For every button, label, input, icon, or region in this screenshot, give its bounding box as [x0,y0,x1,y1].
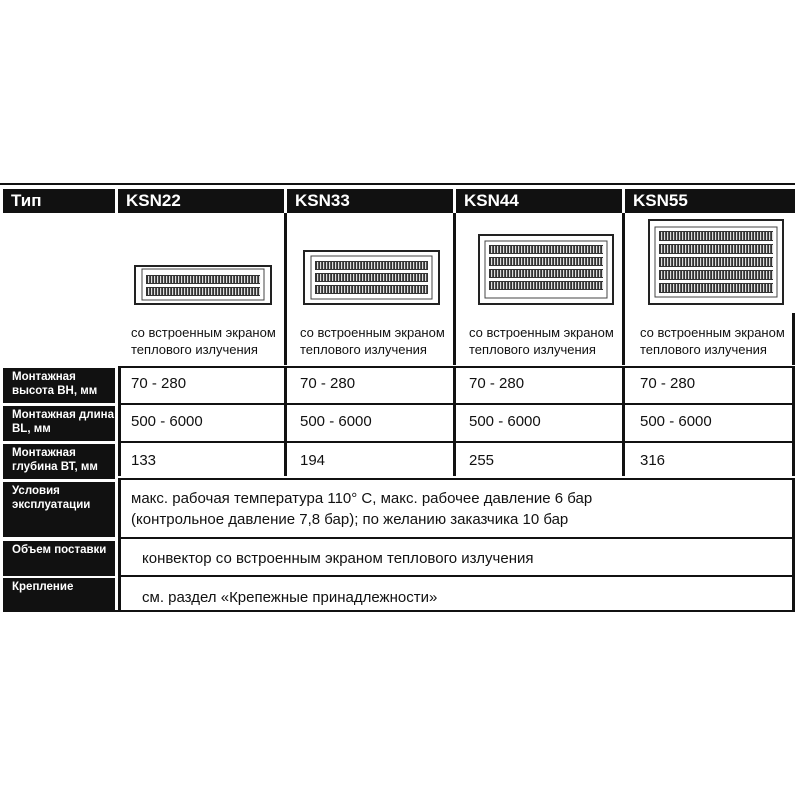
header-model-ksn55: KSN55 [625,189,795,213]
row-rule [118,403,795,405]
height-ksn22: 70 - 280 [131,375,187,392]
delivery-text: конвектор со встроенным экраном теплового излучения [142,550,534,567]
row-rule [118,575,795,577]
length-ksn44: 500 - 6000 [469,413,541,430]
column-separator [622,366,625,476]
row-rule [118,441,795,443]
column-separator [792,575,795,612]
row-label-length: Монтажная длина BL, мм [3,406,115,441]
row-label-conditions: Условия эксплуатации [3,482,115,537]
caption-ksn33: со встроенным экраном теплового излучения [300,325,445,357]
length-ksn33: 500 - 6000 [300,413,372,430]
depth-ksn55: 316 [640,452,666,469]
column-separator [453,213,456,365]
row-rule [118,366,795,368]
caption-ksn22: со встроенным экраном теплового излучения [131,325,276,357]
depth-ksn22: 133 [131,452,157,469]
header-model-ksn44: KSN44 [456,189,622,213]
caption-ksn44: со встроенным экраном теплового излучения [469,325,614,357]
column-separator [792,478,795,538]
depth-ksn44: 255 [469,452,495,469]
column-separator [453,366,456,476]
row-label-mounting: Крепление [3,578,115,611]
header-type-label: Тип [3,189,115,213]
height-ksn33: 70 - 280 [300,375,356,392]
row-rule [118,478,795,480]
column-separator [118,575,121,612]
conditions-line-2: (контрольное давление 7,8 бар); по желанию заказчика 10 бар [131,511,569,528]
column-separator [118,537,121,577]
convector-ksn22-image [134,265,272,305]
conditions-line-1: макс. рабочая температура 110° С, макс. рабочее давление 6 бар [131,490,593,507]
column-separator [792,366,795,476]
column-separator [118,366,121,476]
column-separator [792,313,795,365]
length-ksn22: 500 - 6000 [131,413,203,430]
row-label-height: Монтажная высота ВН, мм [3,368,115,403]
header-model-ksn22: KSN22 [118,189,284,213]
row-rule [118,537,795,539]
column-separator [284,213,287,365]
row-label-depth: Монтажная глубина ВТ, мм [3,444,115,479]
column-separator [792,537,795,577]
height-ksn55: 70 - 280 [640,375,696,392]
caption-ksn55: со встроенным экраном теплового излучения [640,325,785,357]
height-ksn44: 70 - 280 [469,375,525,392]
mounting-text: см. раздел «Крепежные принадлежности» [142,589,438,606]
depth-ksn33: 194 [300,452,326,469]
table-bottom-rule [3,610,795,612]
convector-ksn44-image [478,234,614,305]
length-ksn55: 500 - 6000 [640,413,712,430]
convector-ksn33-image [303,250,440,305]
convector-ksn55-image [648,219,784,305]
column-separator [118,478,121,538]
row-label-delivery: Объем поставки [3,541,115,576]
header-model-ksn33: KSN33 [287,189,453,213]
column-separator [622,213,625,365]
table-top-rule [0,183,795,185]
column-separator [284,366,287,476]
